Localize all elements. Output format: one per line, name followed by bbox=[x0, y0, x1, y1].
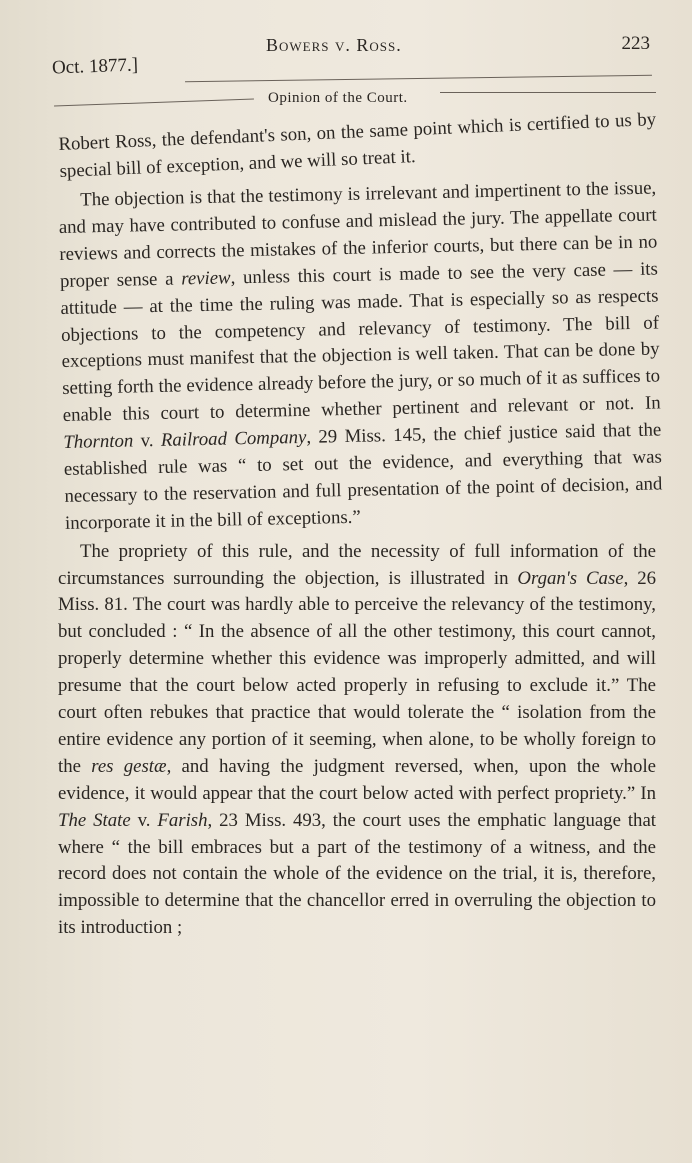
italic-term: res gestæ bbox=[91, 755, 167, 777]
text-run: , 29 Miss. 145, the chief justice said that the established rule was “ to set out the evidence, and everything that was necessary to the reservation and full presentation of the point of decision, and incorporate it in the bill of exceptions.” bbox=[63, 419, 663, 534]
case-name-italic: Railroad Company bbox=[160, 426, 307, 451]
text-run: , and having the judgment reversed, when, upon the whole evidence, it would appear that the court below acted with perfect propriety.” In bbox=[58, 755, 657, 804]
paragraph-1: Robert Ross, the defendant's son, on the same point which is certified to us by special bill of exception, and we will so treat it. bbox=[58, 108, 657, 182]
subheading: Opinion of the Court. bbox=[268, 90, 408, 106]
text-run: v. bbox=[130, 809, 158, 831]
header-case-title: Bowers v. Ross. bbox=[266, 35, 402, 55]
case-name-italic: The State bbox=[58, 809, 131, 831]
subheading-rule-right bbox=[440, 92, 656, 93]
opinion-text bbox=[58, 108, 663, 942]
subheading-rule-left bbox=[54, 99, 254, 107]
italic-term: review bbox=[181, 266, 231, 289]
running-header bbox=[46, 30, 654, 79]
case-name-italic: Thornton bbox=[63, 430, 134, 453]
paragraph-2 bbox=[58, 175, 663, 537]
case-name-italic: Farish bbox=[157, 809, 208, 831]
text-run: The propriety of this rule, and the necessity of full information of the circumstances surrounding the objection, is illustrated in bbox=[58, 540, 656, 589]
header-date: Oct. 1877.] bbox=[51, 54, 139, 79]
page-number: 223 bbox=[621, 33, 650, 54]
case-name-italic: Organ's Case bbox=[517, 567, 624, 589]
text-run: , 23 Miss. 493, the court uses the emphatic language that where “ the bill embraces but a part of the testimony of a witness, and the record does not contain the whole of the evidence on the trial, it is, therefore, impossible to determine that the chancellor erred in overruling the objection to its introduction ; bbox=[58, 809, 657, 939]
text-run: v. bbox=[133, 429, 162, 452]
paragraph-3 bbox=[58, 539, 656, 943]
text-run: , 26 Miss. 81. The court was hardly able to perceive the relevancy of the testimony, but concluded : “ In the absence of all the other testimony, this court cannot, properly determine whether this evidence was improperly admitted, and will presume that the court below acted properly in refusing to exclude it.” The court often rebukes that practice that would tolerate the “ isolation from the entire evidence any portion of it seeming, when alone, to be wholly foreign to the bbox=[58, 567, 656, 777]
header-rule bbox=[185, 75, 652, 83]
text-run: The objection is that the testimony is irrelevant and impertinent to the issue, and may have contributed to confuse and mislead the jury. The appellate court reviews and corrects the mistakes of the inferior courts, but there can be in no proper sense a bbox=[58, 177, 658, 292]
text-run: , unless this court is made to see the very case — its attitude — at the time the ruling was made. That is especially so as respects objections to the competency and relevancy of testimony. The bill of exceptions must manifest that the objection is well taken. That can be done by setting forth the evidence already before the jury, or so much of it as suffices to enable this court to determine whether pertinent and relevant or not. In bbox=[60, 257, 661, 427]
